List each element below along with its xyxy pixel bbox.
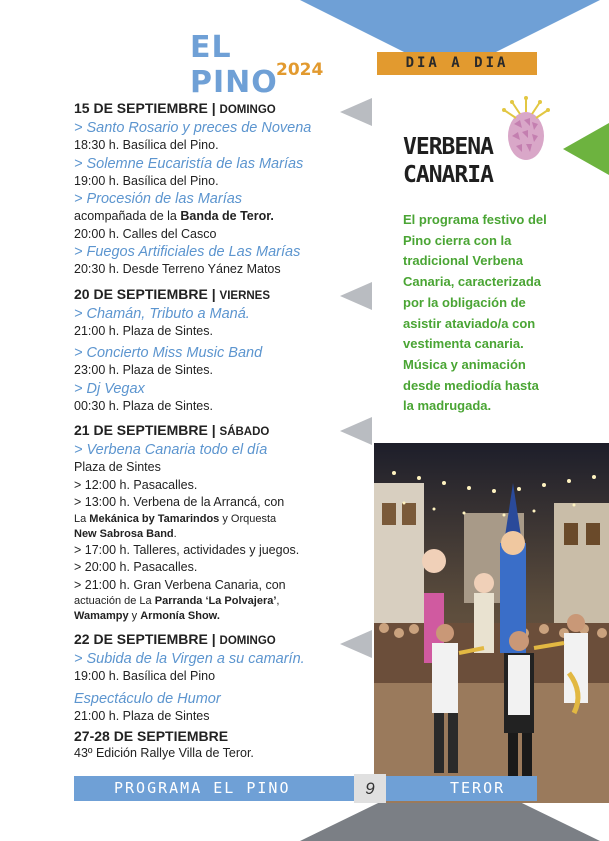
day-header: 15 DE SEPTIEMBRE | DOMINGO [74,100,276,116]
verbena-title-line2: CANARIA [403,162,493,188]
event-line: Wamampy y Armonía Show. [74,610,220,622]
day-weekday: VIERNES [219,289,271,302]
event-line: > 20:00 h. Pasacalles. [74,560,198,574]
event-title: > Verbena Canaria todo el día [74,442,268,458]
event-title: > Procesión de las Marías [74,191,243,207]
event-title: > Dj Vegax [74,380,145,397]
page-title [190,30,330,100]
day-header [74,727,364,745]
event-line: actuación de La Parranda ‘La Polvajera’, [74,595,280,607]
schedule [74,99,364,765]
footer-program-title: PROGRAMA EL PINO 2024 [114,779,291,822]
event-title: > Santo Rosario y preces de Novena [74,120,312,136]
event-detail: 23:00 h. Plaza de Sintes. [74,363,213,377]
day-date: 21 DE SEPTIEMBRE [74,422,208,438]
festival-photo [374,443,609,803]
event-title: > Solemne Eucaristía de las Marías [74,155,304,172]
event-detail: acompañada de la Banda de Teror. [74,209,274,223]
festival-photo-illustration [374,443,609,803]
event-title: Espectáculo de Humor [74,690,221,707]
day-weekday: DOMINGO [219,635,276,647]
day-22-sept [74,630,364,725]
event-detail: 18:30 h. Basílica del Pino. [74,138,219,152]
event-detail: 21:00 h. Plaza de Sintes. [74,323,213,338]
event-title: > Concierto Miss Music Band [74,345,263,361]
footer-town: TEROR [450,779,506,797]
day-date: 22 DE SEPTIEMBRE [74,631,208,647]
event-detail: 19:00 h. Basílica del Pino [74,669,216,683]
event-line: La Mekánica by Tamarindos y Orquesta [74,512,277,525]
day-21-sept [74,421,364,624]
event-place: Plaza de Sintes [74,460,161,474]
event-detail: 00:30 h. Plaza de Sintes. [74,398,213,413]
verbena-title [403,133,523,189]
event-line: New Sabrosa Band. [74,527,177,540]
event-detail: 19:00 h. Basílica del Pino. [74,173,219,188]
dia-a-dia-banner: DIA A DIA [377,52,537,75]
event-title: > Fuegos Artificiales de Las Marías [74,244,301,260]
day-header: 21 DE SEPTIEMBRE | SÁBADO [74,422,270,438]
footer-bar [74,776,537,822]
title-main: EL PINO [190,30,278,100]
event-detail: 20:30 h. Desde Terreno Yánez Matos [74,262,281,276]
day-date: 20 DE SEPTIEMBRE [74,285,208,302]
page-number: 9 [354,774,386,803]
event-title: > Chamán, Tributo a Maná. [74,305,250,322]
verbena-title-line1: VERBENA [403,134,493,160]
event-line: > 21:00 h. Gran Verbena Canaria, con [74,577,286,592]
day-weekday: SÁBADO [219,426,270,438]
green-arrow-icon [563,123,609,175]
day-date: 27-28 DE SEPTIEMBRE [74,728,229,744]
title-year: 2024 [276,60,324,80]
event-line: > 12:00 h. Pasacalles. [74,477,198,492]
event-detail: 20:00 h. Calles del Casco [74,226,217,241]
day-header: 22 DE SEPTIEMBRE | DOMINGO [74,631,276,647]
event-line: > 17:00 h. Talleres, actividades y juegos. [74,542,300,557]
verbena-description: El programa festivo del Pino cierra con la tradicional Verbena Canaria, caracterizada por la obligación de asistir ataviado/a con vestimenta canaria. Música y animación desde mediodía hasta la madrugada. [403,212,547,414]
event-detail: 43º Edición Rallye Villa de Teror. [74,746,254,760]
day-15-sept [74,99,364,279]
event-line: > 13:00 h. Verbena de la Arrancá, con [74,495,285,509]
day-20-sept [74,285,364,416]
day-header: 20 DE SEPTIEMBRE | VIERNES [74,285,271,302]
day-weekday: DOMINGO [219,104,276,116]
day-date: 15 DE SEPTIEMBRE [74,100,208,116]
event-title: > Subida de la Virgen a su camarín. [74,651,305,667]
day-27-28-sept [74,727,364,763]
event-detail: 21:00 h. Plaza de Sintes [74,708,210,723]
